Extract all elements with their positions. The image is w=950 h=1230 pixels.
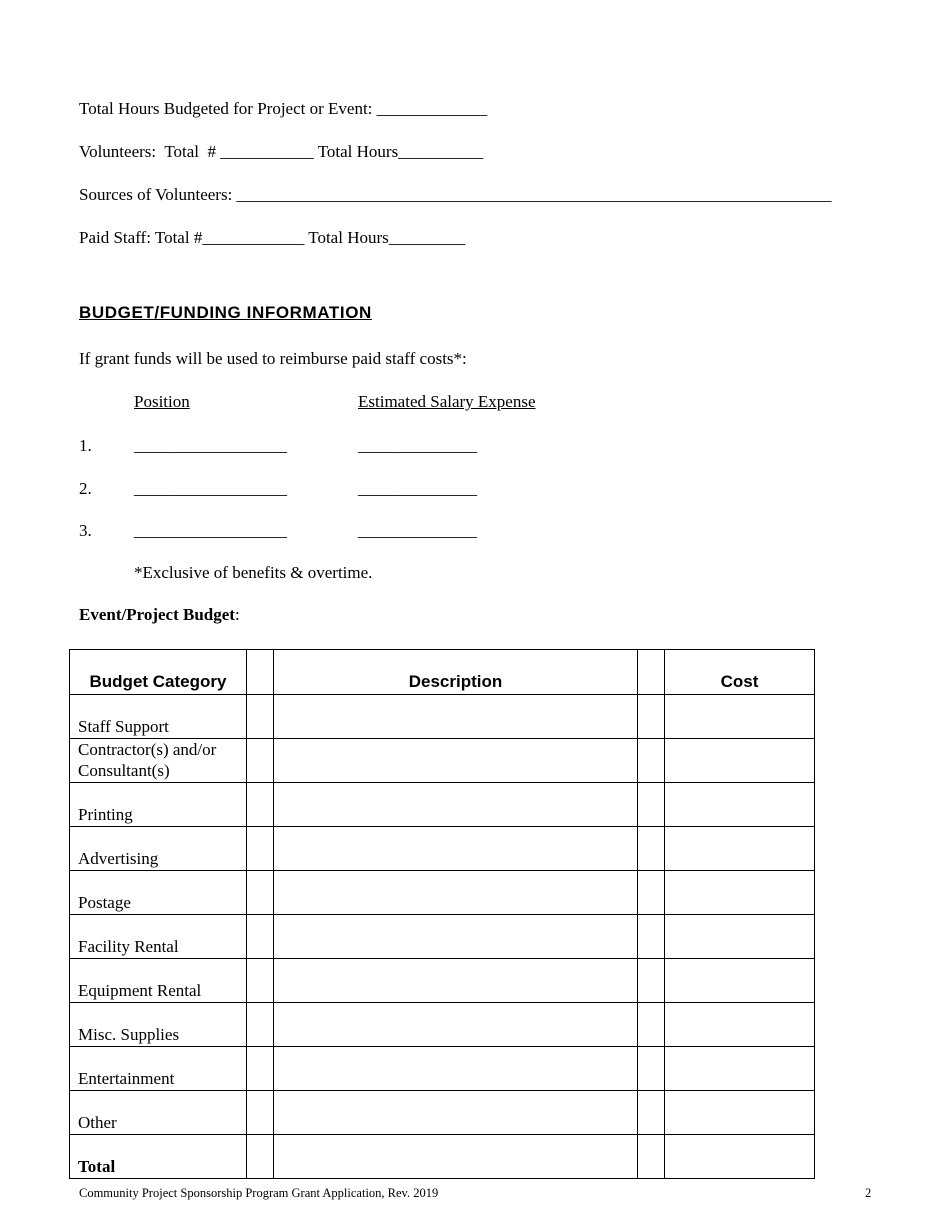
- header-budget-category: Budget Category: [70, 650, 247, 695]
- position-column-header: Position: [134, 392, 190, 411]
- category-cell: Printing: [70, 783, 247, 827]
- spacer-cell: [638, 1135, 665, 1179]
- description-cell[interactable]: [274, 783, 638, 827]
- spacer-cell: [638, 1003, 665, 1047]
- spacer-cell: [247, 959, 274, 1003]
- cost-cell[interactable]: [665, 739, 815, 783]
- header-spacer: [638, 650, 665, 695]
- category-cell: Staff Support: [70, 695, 247, 739]
- table-row: [70, 739, 815, 783]
- spacer-cell: [247, 827, 274, 871]
- category-cell: Postage: [70, 871, 247, 915]
- reimburse-intro: If grant funds will be used to reimburse paid staff costs*:: [79, 349, 467, 368]
- spacer-cell: [638, 1091, 665, 1135]
- header-description: Description: [274, 650, 638, 695]
- spacer-cell: [638, 827, 665, 871]
- header-spacer: [247, 650, 274, 695]
- description-cell[interactable]: [274, 915, 638, 959]
- row-number: 1.: [79, 436, 92, 455]
- category-cell: Misc. Supplies: [70, 1003, 247, 1047]
- spacer-cell: [247, 915, 274, 959]
- salary-blank[interactable]: ______________: [358, 521, 477, 540]
- section-heading: BUDGET/FUNDING INFORMATION: [79, 303, 372, 322]
- spacer-cell: [638, 959, 665, 1003]
- sources-volunteers-field: Sources of Volunteers: ______________________________________________________________________: [79, 185, 832, 204]
- table-row: [70, 871, 815, 915]
- category-cell: Other: [70, 1091, 247, 1135]
- table-row: [70, 1003, 815, 1047]
- table-header-row: [70, 650, 815, 695]
- description-cell[interactable]: [274, 695, 638, 739]
- page-footer: Community Project Sponsorship Program Grant Application, Rev. 2019: [79, 1186, 439, 1200]
- spacer-cell: [638, 783, 665, 827]
- position-blank[interactable]: __________________: [134, 521, 287, 540]
- budget-table: [69, 649, 815, 1179]
- cost-cell[interactable]: [665, 871, 815, 915]
- position-blank[interactable]: __________________: [134, 479, 287, 498]
- table-row: [70, 783, 815, 827]
- description-cell[interactable]: [274, 827, 638, 871]
- page-number: 2: [865, 1186, 872, 1200]
- description-cell[interactable]: [274, 1047, 638, 1091]
- event-budget-label: [79, 605, 240, 625]
- cost-cell[interactable]: [665, 783, 815, 827]
- table-row: [70, 915, 815, 959]
- event-budget-colon: :: [234, 605, 240, 624]
- category-cell: Entertainment: [70, 1047, 247, 1091]
- salary-blank[interactable]: ______________: [358, 479, 477, 498]
- cost-cell[interactable]: [665, 1003, 815, 1047]
- table-row: [70, 827, 815, 871]
- row-number: 2.: [79, 479, 92, 498]
- event-budget-label-text: Event/Project Budget: [79, 605, 235, 624]
- spacer-cell: [247, 1003, 274, 1047]
- cost-cell[interactable]: [665, 1091, 815, 1135]
- spacer-cell: [247, 695, 274, 739]
- spacer-cell: [247, 871, 274, 915]
- spacer-cell: [638, 695, 665, 739]
- spacer-cell: [247, 783, 274, 827]
- cost-cell[interactable]: [665, 915, 815, 959]
- salary-blank[interactable]: ______________: [358, 436, 477, 455]
- spacer-cell: [247, 1047, 274, 1091]
- header-cost: Cost: [665, 650, 815, 695]
- category-cell: Advertising: [70, 827, 247, 871]
- spacer-cell: [247, 1091, 274, 1135]
- spacer-cell: [638, 739, 665, 783]
- position-blank[interactable]: __________________: [134, 436, 287, 455]
- spacer-cell: [638, 871, 665, 915]
- spacer-cell: [638, 915, 665, 959]
- category-cell: Equipment Rental: [70, 959, 247, 1003]
- spacer-cell: [247, 1135, 274, 1179]
- total-cell: Total: [70, 1135, 247, 1179]
- description-cell[interactable]: [274, 1135, 638, 1179]
- cost-cell[interactable]: [665, 959, 815, 1003]
- table-total-row: [70, 1135, 815, 1179]
- table-row: [70, 695, 815, 739]
- paid-staff-field: Paid Staff: Total #____________ Total Hours_________: [79, 228, 466, 247]
- category-cell: Contractor(s) and/or Consultant(s): [70, 739, 247, 783]
- description-cell[interactable]: [274, 871, 638, 915]
- description-cell[interactable]: [274, 739, 638, 783]
- cost-cell[interactable]: [665, 827, 815, 871]
- table-row: [70, 1047, 815, 1091]
- spacer-cell: [247, 739, 274, 783]
- spacer-cell: [638, 1047, 665, 1091]
- cost-cell[interactable]: [665, 1047, 815, 1091]
- table-row: [70, 1091, 815, 1135]
- cost-cell[interactable]: [665, 695, 815, 739]
- row-number: 3.: [79, 521, 92, 540]
- salary-column-header: Estimated Salary Expense: [358, 392, 536, 411]
- description-cell[interactable]: [274, 959, 638, 1003]
- category-cell: Facility Rental: [70, 915, 247, 959]
- description-cell[interactable]: [274, 1003, 638, 1047]
- table-row: [70, 959, 815, 1003]
- description-cell[interactable]: [274, 1091, 638, 1135]
- volunteers-field: Volunteers: Total # ___________ Total Hours__________: [79, 142, 484, 161]
- benefits-note: *Exclusive of benefits & overtime.: [134, 563, 373, 582]
- total-hours-field: Total Hours Budgeted for Project or Event: _____________: [79, 99, 488, 118]
- cost-cell[interactable]: [665, 1135, 815, 1179]
